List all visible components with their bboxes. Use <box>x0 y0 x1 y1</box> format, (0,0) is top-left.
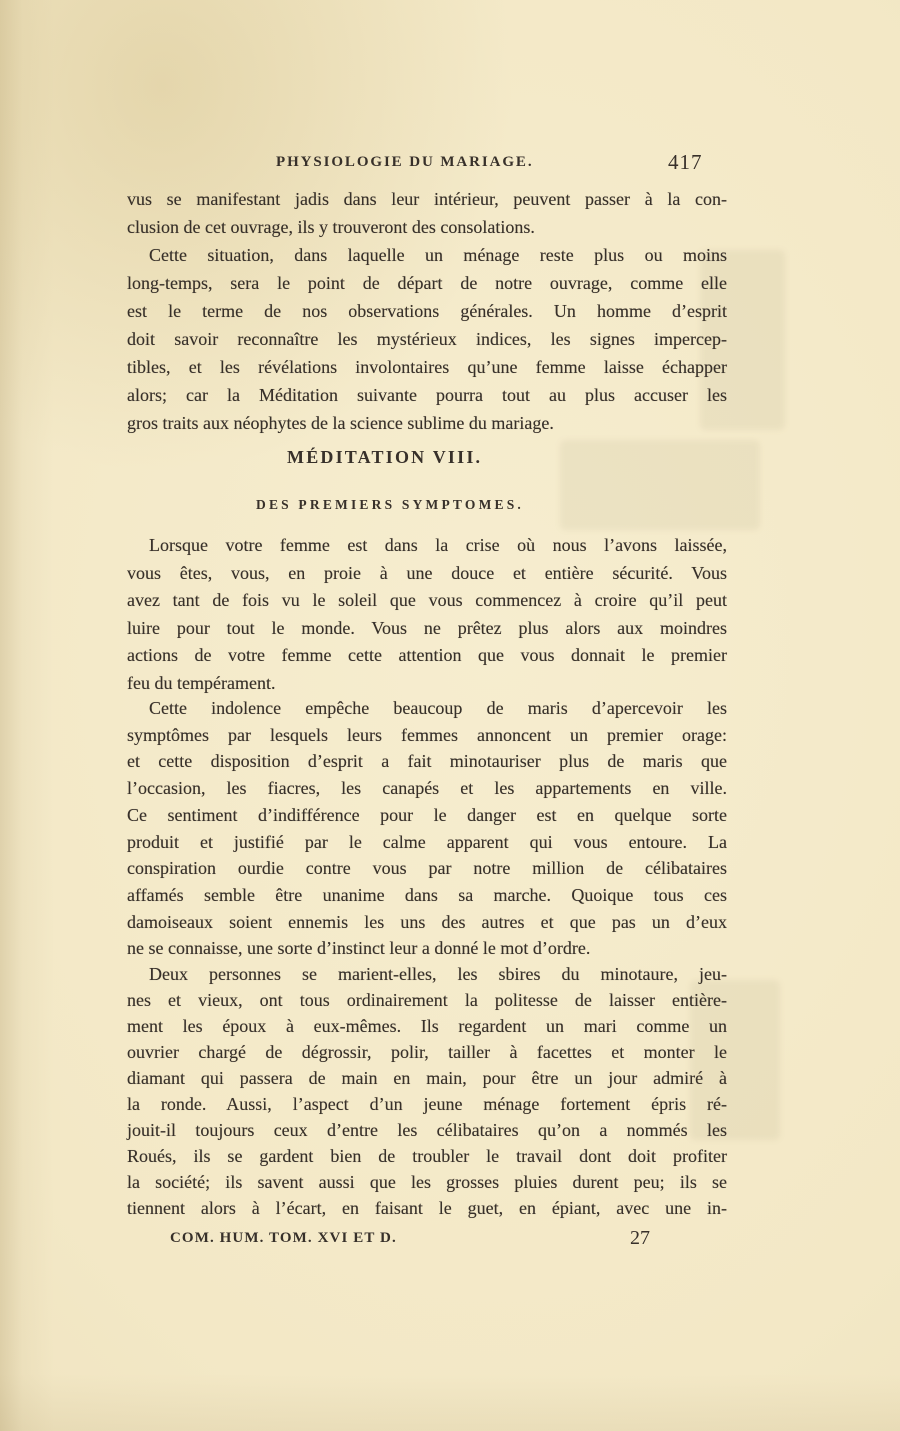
text-line: luire pour tout le monde. Vous ne prêtez plus alors aux moindres <box>127 617 727 638</box>
text-line: symptômes par lesquels leurs femmes annoncent un premier orage: <box>127 724 727 745</box>
text-line: alors; car la Méditation suivante pourra tout au plus accuser les <box>127 385 727 405</box>
text-line: Ce sentiment d’indifférence pour le danger est en quelque sorte <box>127 804 727 825</box>
text-line: nes et vieux, ont tous ordinairement la politesse de laisser entière- <box>127 990 727 1010</box>
text-line: l’occasion, les fiacres, les canapés et les appartements en ville. <box>127 778 727 799</box>
page-number: 417 <box>668 150 703 174</box>
text-line: clusion de cet ouvrage, ils y trouveront des consolations. <box>127 216 535 237</box>
text-line: Deux personnes se marient-elles, les sbires du minotaure, jeu- <box>149 964 727 984</box>
paragraph <box>127 695 727 962</box>
text-line: gros traits aux néophytes de la science sublime du mariage. <box>127 413 554 433</box>
paragraph <box>127 532 727 698</box>
text-line: la société; ils savent aussi que les grosses pluies durent peu; ils se <box>127 1172 727 1192</box>
paragraph <box>127 961 727 1221</box>
text-line: Lorsque votre femme est dans la crise où nous l’avons laissée, <box>149 535 727 555</box>
text-line: ne se connaisse, une sorte d’instinct leur a donné le mot d’ordre. <box>127 938 591 959</box>
text-line: Roués, ils se gardent bien de troubler le travail dont doit profiter <box>127 1146 727 1166</box>
text-line: est le terme de nos observations générales. Un homme d’esprit <box>127 301 727 321</box>
text-line: tiennent alors à l’écart, en faisant le guet, en épiant, avec une in- <box>127 1198 727 1218</box>
text-line: diamant qui passera de main en main, pour être un jour admiré à <box>127 1068 727 1088</box>
meditation-heading: MÉDITATION VIII. <box>287 447 483 467</box>
text-line: affamés semble être unanime dans sa marche. Quoique tous ces <box>127 884 727 905</box>
text-line: damoiseaux soient ennemis les uns des autres et que pas un d’eux <box>127 911 727 932</box>
text-line: jouit-il toujours ceux d’entre les célibataires qu’on a nommés les <box>127 1120 727 1140</box>
text-line: feu du tempérament. <box>127 672 276 693</box>
text-line: tibles, et les révélations involontaires qu’une femme laisse échapper <box>127 357 727 377</box>
paragraph <box>127 241 727 437</box>
show-through-smudge <box>560 440 760 530</box>
text-line: vous êtes, vous, en proie à une douce et entière sécurité. Vous <box>127 562 727 583</box>
text-line: Cette indolence empêche beaucoup de maris d’apercevoir les <box>149 698 727 718</box>
text-line: doit savoir reconnaître les mystérieux indices, les signes impercep- <box>127 329 727 349</box>
text-line: long-temps, sera le point de départ de notre ouvrage, comme elle <box>127 273 727 293</box>
running-title: PHYSIOLOGIE DU MARIAGE. <box>276 154 534 170</box>
text-line: conspiration ourdie contre vous par notre million de célibataires <box>127 858 727 879</box>
footer-signature: COM. HUM. TOM. XVI ET D. <box>170 1230 397 1246</box>
text-line: Cette situation, dans laquelle un ménage reste plus ou moins <box>149 245 727 265</box>
text-line: ment les époux à eux-mêmes. Ils regardent un mari comme un <box>127 1016 727 1036</box>
text-line: produit et justifié par le calme apparent qui vous entoure. La <box>127 831 727 852</box>
meditation-subheading: DES PREMIERS SYMPTOMES. <box>256 497 525 512</box>
text-line: la ronde. Aussi, l’aspect d’un jeune ménage fortement épris ré- <box>127 1094 727 1114</box>
paragraph <box>127 186 727 241</box>
text-line: vus se manifestant jadis dans leur intérieur, peuvent passer à la con- <box>127 189 727 209</box>
footer-catch-number: 27 <box>630 1227 650 1249</box>
text-line: actions de votre femme cette attention que vous donnait le premier <box>127 645 727 666</box>
text-line: et cette disposition d’esprit a fait minotauriser plus de maris que <box>127 751 727 772</box>
text-line: avez tant de fois vu le soleil que vous commencez à croire qu’il peut <box>127 590 727 611</box>
text-line: ouvrier chargé de dégrossir, polir, tailler à facettes et monter le <box>127 1042 727 1062</box>
